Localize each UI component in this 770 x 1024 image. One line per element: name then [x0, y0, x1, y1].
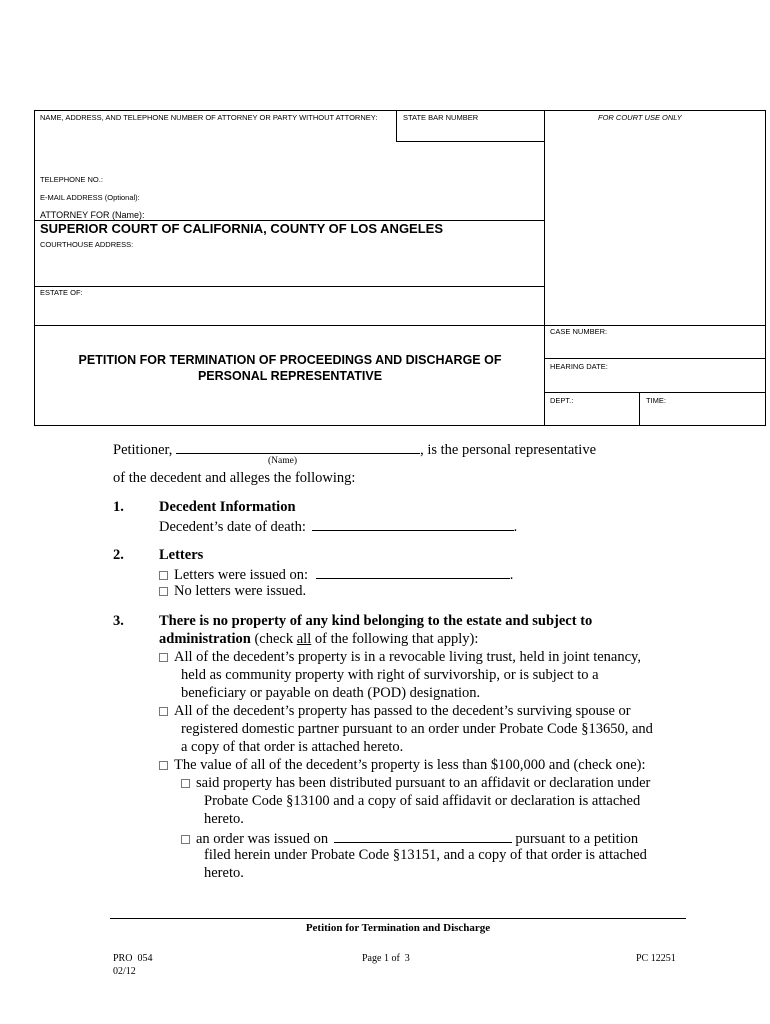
- value-option-line1: [159, 756, 646, 774]
- hearing-date-label: HEARING DATE:: [550, 362, 608, 371]
- trust-option-text1: All of the decedent’s property is in a revocable living trust, held in joint tenancy,: [174, 649, 641, 665]
- affidavit-option-text1: said property has been distributed pursuant to an affidavit or declaration under: [196, 775, 651, 791]
- petitioner-line: [113, 439, 596, 459]
- form-revision: 02/12: [113, 966, 136, 977]
- section-1-title: Decedent Information: [159, 499, 296, 515]
- time-field[interactable]: [670, 394, 762, 422]
- form-title: [36, 352, 544, 384]
- state-bar-field[interactable]: [398, 124, 542, 139]
- section-3-check-all: all: [296, 631, 312, 647]
- order-date-field[interactable]: [334, 828, 512, 843]
- footer-rule: [110, 918, 686, 919]
- letters-issued-option: Letters were issued on: .: [159, 564, 513, 584]
- spouse-option-line2: registered domestic partner pursuant to an order under Probate Code §13650, and: [181, 721, 653, 737]
- section-3-title-bold: administration: [159, 631, 251, 647]
- petitioner-prefix: Petitioner,: [113, 442, 173, 458]
- court-use-label: FOR COURT USE ONLY: [598, 113, 682, 122]
- order-option-line1: [181, 828, 638, 848]
- order-issued-label: an order was issued on: [196, 831, 329, 847]
- court-name: SUPERIOR COURT OF CALIFORNIA, COUNTY OF LOS ANGELES: [40, 221, 444, 236]
- spouse-option-text1: All of the decedent’s property has passed to the decedent’s surviving spouse or: [174, 703, 631, 719]
- email-label: E-MAIL ADDRESS (Optional):: [40, 193, 140, 202]
- trust-option-line2: held as community property with right of survivorship, or is subject to a: [181, 667, 599, 683]
- form-number: PRO 054: [113, 953, 153, 964]
- order-option-line2: filed herein under Probate Code §13151, and a copy of that order is attached: [204, 847, 647, 863]
- petitioner-suffix: , is the personal representative: [420, 442, 597, 458]
- spouse-option-line1: [159, 702, 631, 720]
- section-3-number: 3.: [113, 613, 124, 629]
- attorney-for-field[interactable]: [150, 207, 540, 219]
- case-number-label: CASE NUMBER:: [550, 327, 608, 336]
- courthouse-address-label: COURTHOUSE ADDRESS:: [40, 240, 134, 249]
- attorney-name-field[interactable]: [38, 124, 392, 170]
- spouse-checkbox[interactable]: [159, 707, 168, 716]
- attorney-label: NAME, ADDRESS, AND TELEPHONE NUMBER OF ATTORNEY OR PARTY WITHOUT ATTORNEY:: [40, 113, 378, 122]
- no-letters-label: No letters were issued.: [174, 583, 307, 599]
- section-2-number: 2.: [113, 547, 124, 563]
- order-checkbox[interactable]: [181, 835, 190, 844]
- affidavit-option-line1: [181, 774, 650, 792]
- form-title-line2: PERSONAL REPRESENTATIVE: [197, 369, 383, 383]
- pc-code: PC 12251: [636, 953, 676, 964]
- trust-option-line1: [159, 648, 641, 666]
- trust-checkbox[interactable]: [159, 653, 168, 662]
- letters-issued-date-field[interactable]: [316, 564, 510, 579]
- death-date-label: Decedent’s date of death:: [159, 519, 306, 535]
- estate-of-field[interactable]: [38, 298, 542, 323]
- estate-of-label: ESTATE OF:: [40, 288, 83, 297]
- dept-label: DEPT.:: [550, 396, 574, 405]
- order-option-line3: hereto.: [204, 865, 244, 881]
- state-bar-label: STATE BAR NUMBER: [403, 113, 479, 122]
- page-number: Page 1 of 3: [362, 953, 410, 964]
- affidavit-checkbox[interactable]: [181, 779, 190, 788]
- hearing-date-field[interactable]: [548, 372, 762, 390]
- affidavit-option-line2: Probate Code §13100 and a copy of said affidavit or declaration is attached: [204, 793, 641, 809]
- telephone-label: TELEPHONE NO.:: [40, 175, 103, 184]
- alleges-line: of the decedent and alleges the following:: [113, 470, 356, 486]
- email-field[interactable]: [150, 190, 390, 202]
- no-letters-checkbox[interactable]: [159, 587, 168, 596]
- spouse-option-line3: a copy of that order is attached hereto.: [181, 739, 404, 755]
- trust-option-line3: beneficiary or payable on death (POD) designation.: [181, 685, 481, 701]
- section-3-check-post: of the following that apply):: [311, 631, 479, 647]
- section-3-check-pre: (check: [250, 631, 297, 647]
- value-option-text1: The value of all of the decedent’s property is less than $100,000 and (check one):: [174, 757, 646, 773]
- affidavit-option-line3: hereto.: [204, 811, 244, 827]
- dept-field[interactable]: [575, 394, 637, 422]
- section-1-number: 1.: [113, 499, 124, 515]
- order-petition-label: pursuant to a petition: [515, 831, 639, 847]
- footer-title: Petition for Termination and Discharge: [305, 922, 491, 934]
- value-checkbox[interactable]: [159, 761, 168, 770]
- telephone-field[interactable]: [100, 172, 390, 184]
- case-number-field[interactable]: [548, 337, 762, 356]
- name-caption: (Name): [268, 456, 298, 466]
- section-1-line: Decedent’s date of death: .: [159, 516, 517, 536]
- petitioner-name-field[interactable]: [176, 439, 420, 454]
- section-3-title-line2: [159, 630, 478, 648]
- section-2-title: Letters: [159, 547, 204, 563]
- death-date-field[interactable]: [312, 516, 514, 531]
- attorney-for-label: ATTORNEY FOR (Name):: [40, 210, 145, 220]
- letters-issued-checkbox[interactable]: [159, 571, 168, 580]
- form-title-line1: PETITION FOR TERMINATION OF PROCEEDINGS AND DISCHARGE OF: [78, 353, 502, 367]
- section-3-title-line1: There is no property of any kind belonging to the estate and subject to: [159, 613, 593, 629]
- no-letters-option: [159, 582, 306, 600]
- time-label: TIME:: [646, 396, 666, 405]
- letters-issued-label: Letters were issued on:: [174, 567, 309, 583]
- courthouse-address-field[interactable]: [38, 250, 542, 283]
